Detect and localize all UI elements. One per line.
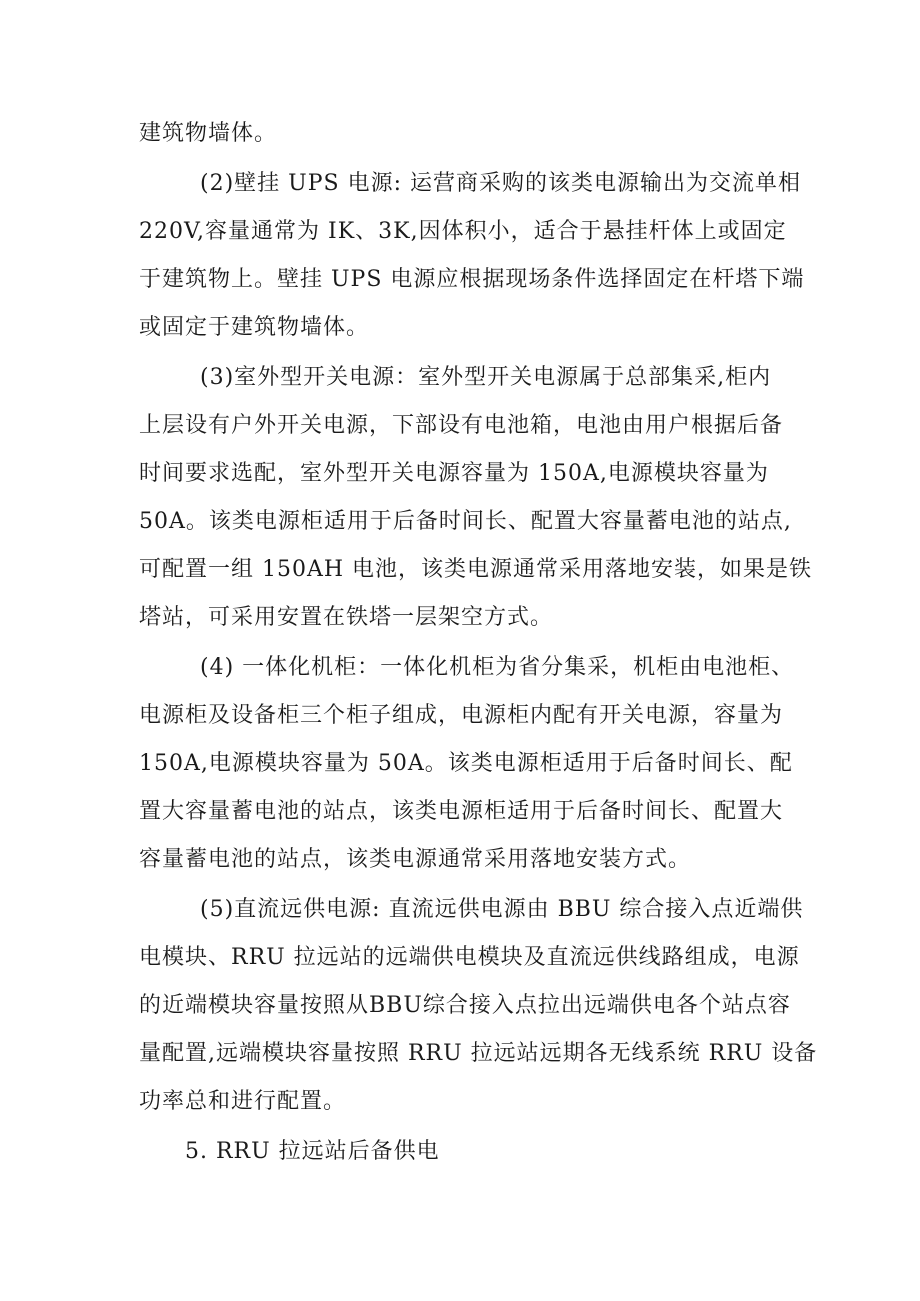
text-line: 于建筑物上。壁挂 UPS 电源应根据现场条件选择固定在杆塔下端 bbox=[139, 267, 805, 292]
text-line: 220V,容量通常为 IK、3K,因体积小，适合于悬挂杆体上或固定 bbox=[139, 219, 787, 244]
text-line: (2)壁挂 UPS 电源: 运营商采购的该类电源输出为交流单相 bbox=[200, 171, 801, 196]
text-line: 电模块、RRU 拉远站的远端供电模块及直流远供线路组成，电源 bbox=[139, 945, 800, 970]
text-line: 上层设有户外开关电源，下部设有电池箱，电池由用户根据后备 bbox=[139, 413, 784, 438]
text-line: 或固定于建筑物墙体。 bbox=[139, 315, 370, 340]
text-line: (4) 一体化机柜：一体化机柜为省分集采，机柜由电池柜、 bbox=[200, 655, 795, 680]
text-line: 时间要求选配，室外型开关电源容量为 150A,电源模块容量为 bbox=[139, 461, 769, 486]
text-line: 建筑物墙体。 bbox=[139, 121, 278, 146]
text-line: 150A,电源模块容量为 50A。该类电源柜适用于后备时间长、配 bbox=[139, 751, 793, 776]
text-line: 量配置,远端模块容量按照 RRU 拉远站远期各无线系统 RRU 设备 bbox=[139, 1041, 818, 1066]
text-line: 的近端模块容量按照从BBU综合接入点拉出远端供电各个站点容 bbox=[139, 993, 791, 1018]
text-line: 可配置一组 150AH 电池，该类电源通常采用落地安装，如果是铁 bbox=[139, 557, 813, 582]
text-line: (5)直流远供电源: 直流远供电源由 BBU 综合接入点近端供 bbox=[200, 897, 804, 922]
text-line: (3)室外型开关电源：室外型开关电源属于总部集采,柜内 bbox=[200, 365, 772, 390]
text-line: 功率总和进行配置。 bbox=[139, 1089, 347, 1114]
text-line: 50A。该类电源柜适用于后备时间长、配置大容量蓄电池的站点, bbox=[139, 509, 792, 534]
text-line: 电源柜及设备柜三个柜子组成，电源柜内配有开关电源，容量为 bbox=[139, 703, 784, 728]
text-line: 塔站，可采用安置在铁塔一层架空方式。 bbox=[139, 605, 554, 630]
section-heading: 5. RRU 拉远站后备供电 bbox=[185, 1139, 440, 1164]
text-line: 置大容量蓄电池的站点，该类电源柜适用于后备时间长、配置大 bbox=[139, 799, 784, 824]
text-line: 容量蓄电池的站点，该类电源通常采用落地安装方式。 bbox=[139, 847, 692, 872]
